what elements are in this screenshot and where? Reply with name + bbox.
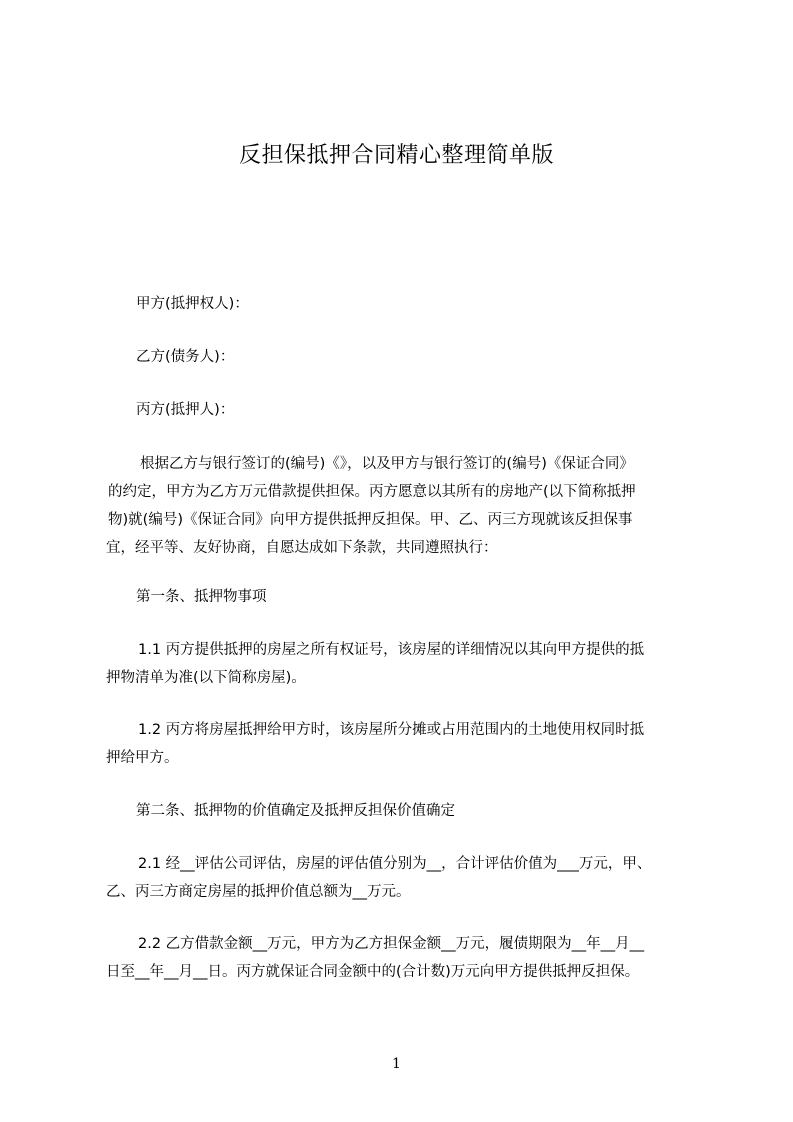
text-line: 1.2 丙方将房屋抵押给甲方时，该房屋所分摊或占用范围内的土地使用权同时抵 — [138, 722, 645, 738]
text-line: 1.1 丙方提供抵押的房屋之所有权证号，该房屋的详细情况以其向甲方提供的抵 — [138, 642, 645, 658]
party-c-line: 丙方(抵押人)： — [136, 402, 235, 418]
party-b-line: 乙方(债务人)： — [136, 349, 235, 365]
text-line: 根据乙方与银行签订的(编号)《》，以及甲方与银行签订的(编号)《保证合同》 — [140, 456, 634, 472]
text-line: 押物清单为准(以下简称房屋)。 — [106, 670, 306, 686]
party-a-line: 甲方(抵押权人)： — [136, 296, 249, 312]
text-line: 物)就(编号)《保证合同》向甲方提供抵押反担保。甲、乙、丙三方现就该反担保事 — [108, 512, 633, 528]
text-line: 乙、丙三方商定房屋的抵押价值总额为__万元。 — [106, 884, 411, 900]
text-line: 宜，经平等、友好协商，自愿达成如下条款，共同遵照执行： — [106, 540, 498, 556]
document-title: 反担保抵押合同精心整理简单版 — [238, 143, 554, 168]
text-line: 2.1 经__评估公司评估，房屋的评估值分别为__，合计评估价值为___万元，甲、 — [138, 856, 652, 872]
article-1-heading: 第一条、抵押物事项 — [136, 589, 267, 605]
text-line: 押给甲方。 — [106, 750, 179, 766]
text-line: 的约定，甲方为乙方万元借款提供担保。丙方愿意以其所有的房地产(以下简称抵押 — [108, 484, 636, 500]
text-line: 日至__年__月__日。丙方就保证合同金额中的(合计数)万元向甲方提供抵押反担保。 — [106, 964, 640, 980]
article-2-heading: 第二条、抵押物的价值确定及抵押反担保价值确定 — [136, 803, 455, 819]
text-line: 2.2 乙方借款金额__万元，甲方为乙方担保金额__万元，履债期限为__年__月__ — [138, 936, 645, 952]
page-number: 1 — [392, 1056, 401, 1072]
